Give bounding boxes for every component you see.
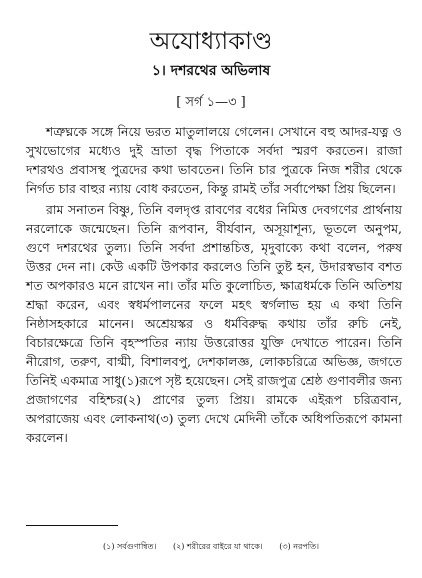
footnote-1: (১) সর্বগুণান্বিত। xyxy=(103,542,157,551)
book-section-title: অযোধ্যাকাণ্ড xyxy=(149,27,273,56)
paragraph-2: রাম সনাতন বিষ্ণু, তিনি বলদৃপ্ত রাবণের বধের নিমিত্ত দেবগণের প্রার্থনায় নরলোকে জন্মেছেন। তিনি রূপবান, বীর্যবান, অসূয়াশূন্য, ভূতলে অনুপম, গুণে দশরথের তুল্য। তিনি সর্বদা প্রশান্তচিত্ত, মৃদুবাক্যে কথা বলেন, পরুষ উত্তর দেন না। কেউ একটি উপকার করলেও তিনি তুষ্ট হন, উদারস্বভাব বশত শত অপকারও মনে রাখেন না। তাঁর মতি কুলোচিত, ক্ষাত্রধর্মকে তিনি অতিশয় শ্রদ্ধা করেন, এবং স্বধর্মপালনের ফলে মহৎ স্বর্গলাভ হয় এ কথা তিনি নিষ্ঠাসহকারে মানেন। অশ্রেয়স্কর ও ধর্মবিরুদ্ধ কথায় তাঁর রুচি নেই, বিচারক্ষেত্রে তিনি বৃহস্পতির ন্যায় উত্তরোত্তর যুক্তি দেখাতে পারেন। তিনি নীরোগ, তরুণ, বাগ্মী, বিশালবপু, দেশকালজ্ঞ, লোকচরিত্রে অভিজ্ঞ, জগতে তিনিই একমাত্র সাধু(১)রূপে সৃষ্ট হয়েছেন। সেই রাজপুত্র শ্রেষ্ঠ গুণাবলীর জন্য প্রজাগণের বহিশ্চর(২) প্রাণের তুল্য প্রিয়। রামকে এইরূপ চরিত্রবান, অপরাজেয় এবং লোকনাথ(৩) তুল্য দেখে মেদিনী তাঁকে অধিপতিরূপে কামনা করলেন। xyxy=(26,202,402,445)
paragraph-1: শত্রুঘ্নকে সঙ্গে নিয়ে ভরত মাতুলালয়ে গেলেন। সেখানে বহু আদর-যত্ন ও সুখভোগের মধ্যেও দুই ভ্রাতা বৃদ্ধ পিতাকে সর্বদা স্মরণ করতেন। রাজা দশরথও প্রবাসস্থ পুত্রদের কথা ভাবতেন। তিনি চার পুত্রকে নিজ শরীর থেকে নির্গত চার বাহুর ন্যায় বোধ করতেন, কিন্তু রামই তাঁর সর্বাপেক্ষা প্রিয় ছিলেন। xyxy=(26,124,402,196)
footnote-2: (২) শরীরের বাইরে যা থাকে। xyxy=(172,542,263,551)
footnote-3: (৩) নরপতি। xyxy=(279,542,319,551)
sarga-label: [ সর্গ ১—৩ ] xyxy=(176,95,246,110)
body-text xyxy=(26,122,402,447)
footnotes xyxy=(0,540,422,554)
chapter-heading: ১। দশরথের অভিলাষ xyxy=(151,63,271,79)
footnote-divider xyxy=(26,525,118,526)
